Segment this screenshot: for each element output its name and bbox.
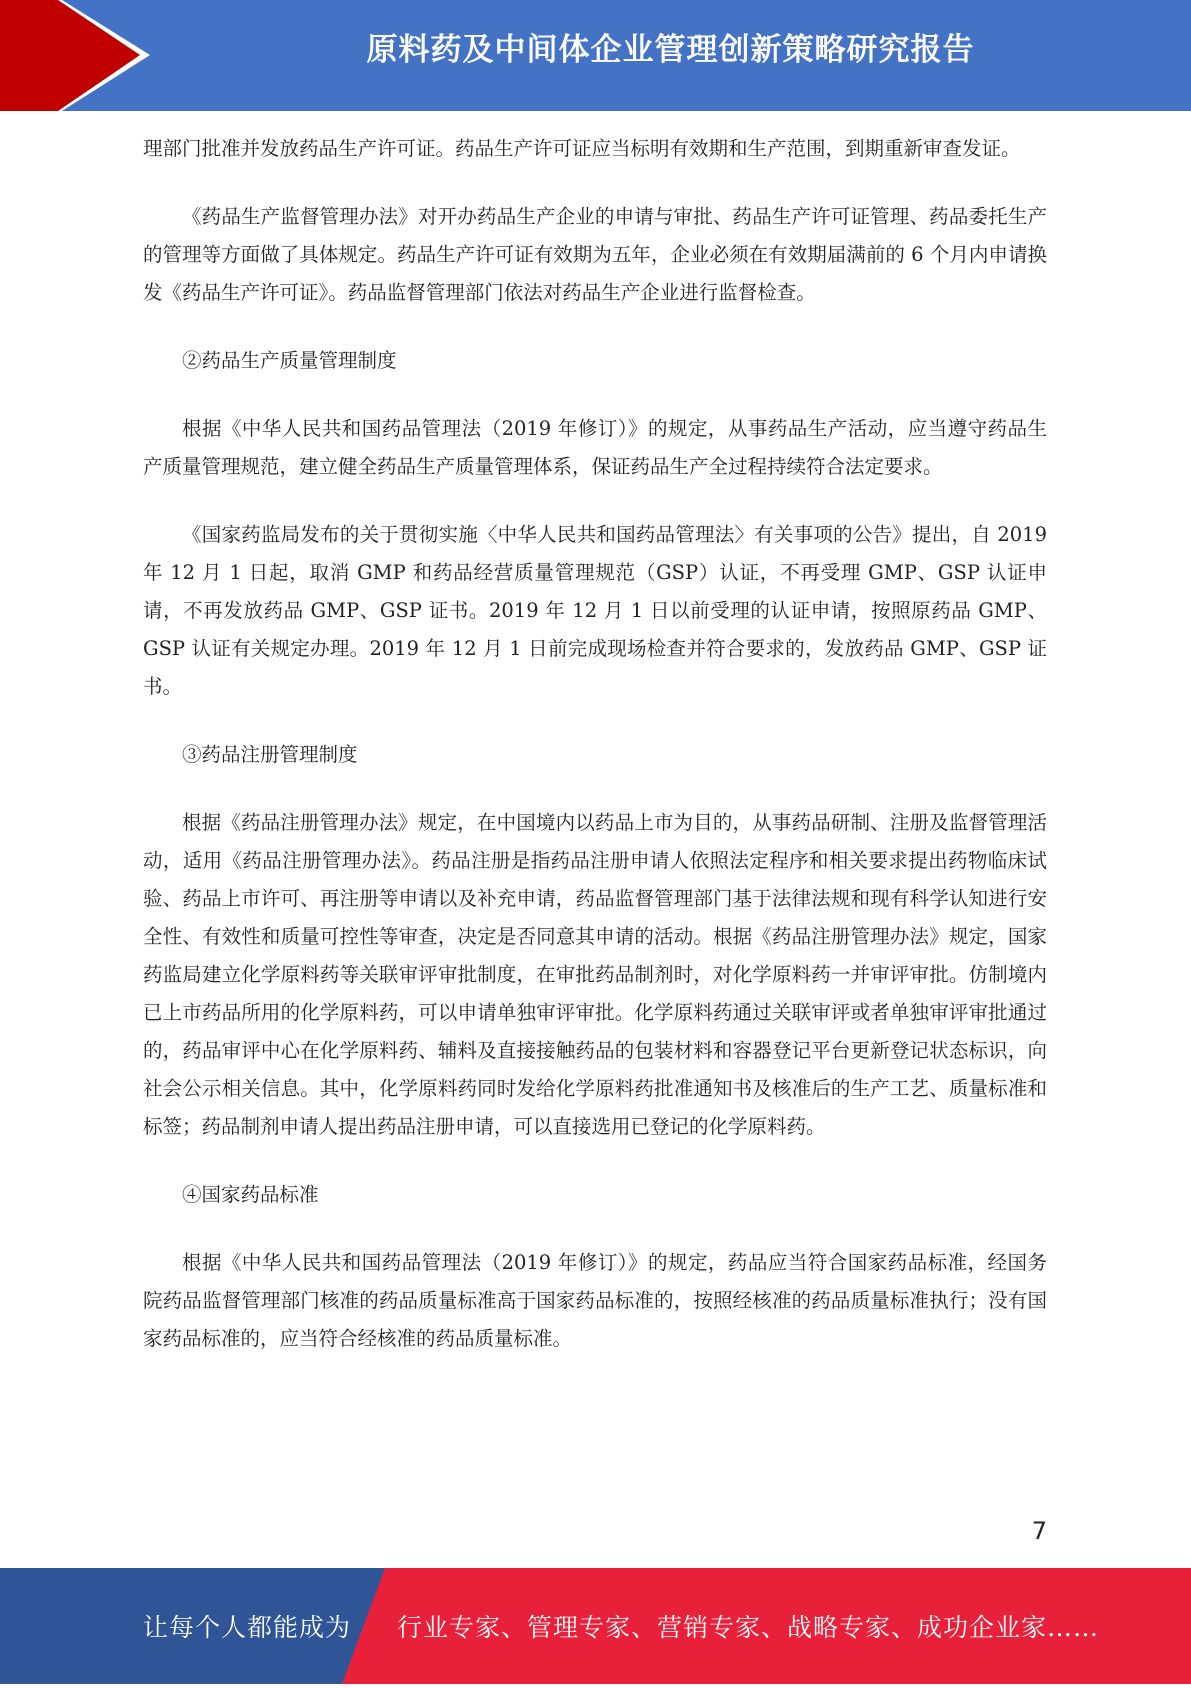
- footer-slogan-left: 让每个人都能成为: [143, 1613, 352, 1642]
- section-heading: ④国家药品标准: [182, 1183, 319, 1206]
- paragraph: 理部门批准并发放药品生产许可证。药品生产许可证应当标明有效期和生产范围，到期重新审查发证。: [143, 137, 1021, 160]
- page-number: 7: [1031, 1517, 1047, 1545]
- header-arrow-decoration: [0, 0, 150, 111]
- footer-slogan-right: 行业专家、管理专家、营销专家、战略专家、成功企业家……: [397, 1613, 1100, 1642]
- page-footer: [0, 1568, 1191, 1684]
- paragraph: 根据《中华人民共和国药品管理法（2019 年修订）》的规定，从事药品生产活动，应当遵守药品生产质量管理规范，建立健全药品生产质量管理体系，保证药品生产全过程持续符合法定要求。: [143, 417, 1047, 478]
- paragraph: 根据《药品注册管理办法》规定，在中国境内以药品上市为目的，从事药品研制、注册及监督管理活动，适用《药品注册管理办法》。药品注册是指药品注册申请人依照法定程序和相关要求提出药物临床试验、药品上市许可、再注册等申请以及补充申请，药品监督管理部门基于法律法规和现有科学认知进行安全性、有效性和质量可控性等审查，决定是否同意其申请的活动。根据《药品注册管理办法》规定，国家药监局建立化学原料药等关联审评审批制度，在审批药品制剂时，对化学原料药一并审评审批。仿制境内已上市药品所用的化学原料药，可以申请单独审评审批。化学原料药通过关联审评或者单独审评审批通过的，药品审评中心在化学原料药、辅料及直接接触药品的包装材料和容器登记平台更新登记状态标识，向社会公示相关信息。其中，化学原料药同时发给化学原料药批准通知书及核准后的生产工艺、质量标准和标签；药品制剂申请人提出药品注册申请，可以直接选用已登记的化学原料药。: [143, 811, 1047, 1138]
- paragraph: 《国家药监局发布的关于贯彻实施〈中华人民共和国药品管理法〉有关事项的公告》提出，自 2019 年 12 月 1 日起，取消 GMP 和药品经营质量管理规范（GSP）认证，不再受理 GMP、GSP 认证申请，不再发放药品 GMP、GSP 证书。2019 年 12 月 1 日以前受理的认证申请，按照原药品 GMP、GSP 认证有关规定办理。2019 年 12 月 1 日前完成现场检查并符合要求的，发放药品 GMP、GSP 证书。: [143, 523, 1047, 698]
- body-content: [143, 130, 1047, 1388]
- header-title: 原料药及中间体企业管理创新策略研究报告: [366, 32, 975, 68]
- section-heading: ③药品注册管理制度: [182, 743, 358, 766]
- paragraph: 根据《中华人民共和国药品管理法（2019 年修订）》的规定，药品应当符合国家药品标准，经国务院药品监督管理部门核准的药品质量标准高于国家药品标准的，按照经核准的药品质量标准执行；没有国家药品标准的，应当符合经核准的药品质量标准。: [143, 1251, 1047, 1350]
- paragraph: 《药品生产监督管理办法》对开办药品生产企业的申请与审批、药品生产许可证管理、药品委托生产的管理等方面做了具体规定。药品生产许可证有效期为五年，企业必须在有效期届满前的 6 个月内申请换发《药品生产许可证》。药品监督管理部门依法对药品生产企业进行监督检查。: [143, 205, 1047, 304]
- page-header: [0, 0, 1191, 111]
- section-heading: ②药品生产质量管理制度: [182, 349, 397, 372]
